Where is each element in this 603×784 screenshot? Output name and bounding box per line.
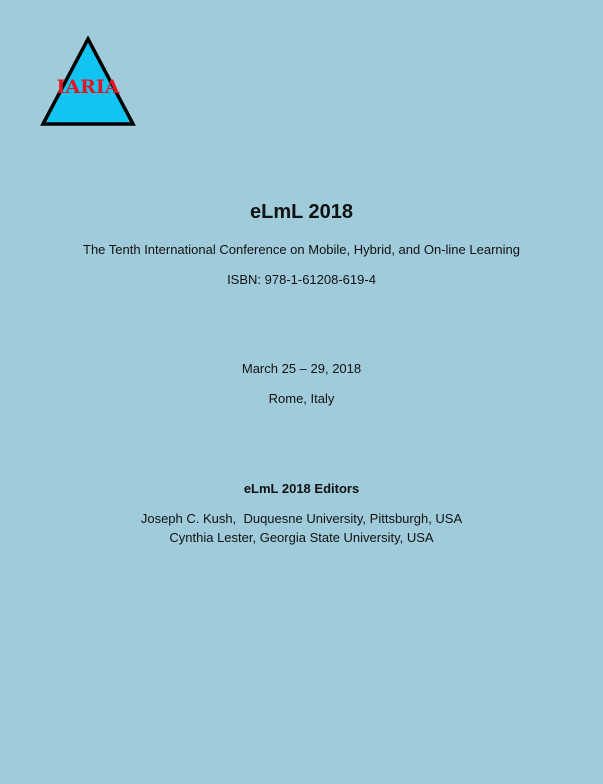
editor-entry: Cynthia Lester, Georgia State University, USA: [169, 530, 434, 545]
iaria-triangle-logo-icon: [40, 36, 136, 128]
conference-title: eLmL 2018: [249, 201, 354, 223]
editors-heading: eLmL 2018 Editors: [243, 481, 360, 496]
event-dates: March 25 – 29, 2018: [241, 361, 362, 376]
editor-entry: Joseph C. Kush, Duquesne University, Pittsburgh, USA: [140, 511, 463, 526]
event-location: Rome, Italy: [268, 391, 335, 406]
logo-text: IARIA: [56, 76, 120, 98]
conference-full-name: The Tenth International Conference on Mobile, Hybrid, and On-line Learning: [83, 242, 520, 257]
isbn: ISBN: 978-1-61208-619-4: [227, 272, 376, 287]
iaria-logo: [40, 36, 136, 128]
